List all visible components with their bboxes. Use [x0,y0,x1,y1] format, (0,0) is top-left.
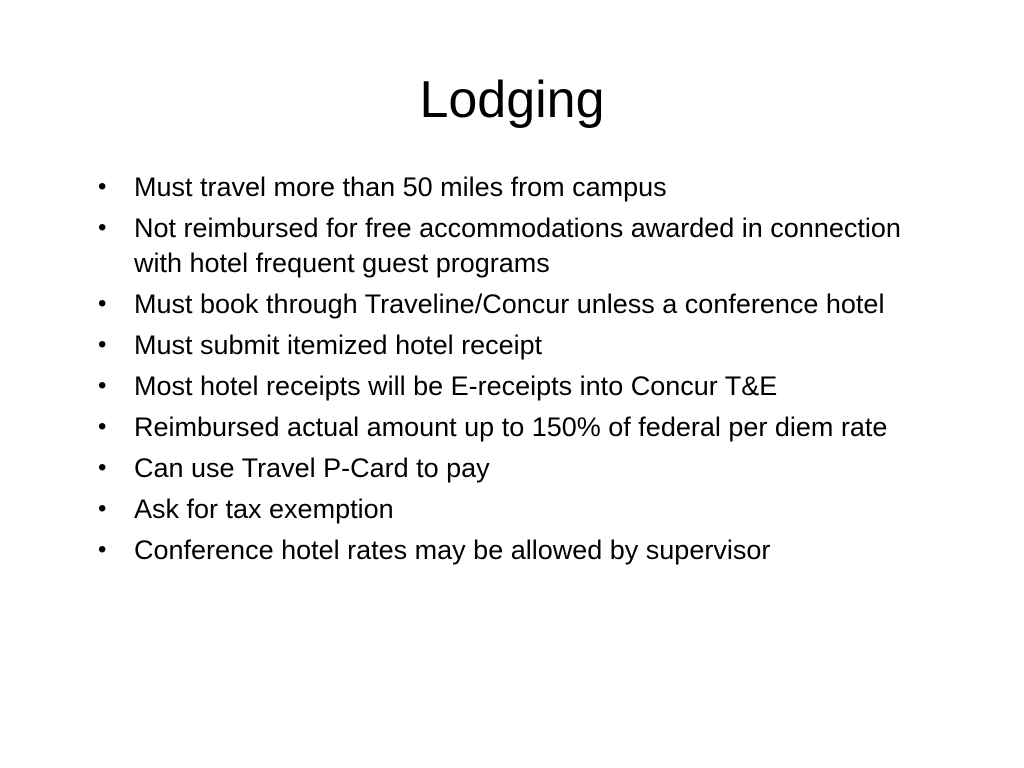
bullet-item [96,328,926,363]
bullet-text: Reimbursed actual amount up to 150% of federal per diem rate [134,412,888,442]
bullet-icon: • [98,372,107,399]
bullet-icon: • [98,173,107,200]
bullet-text: Not reimbursed for free accommodations awarded in connection with hotel frequent guest programs [134,213,901,278]
bullet-icon: • [98,413,107,440]
bullet-item [96,492,926,527]
bullet-icon: • [98,454,107,481]
bullet-text: Most hotel receipts will be E-receipts into Concur T&E [134,371,778,401]
bullet-item [96,170,926,205]
bullet-text: Can use Travel P-Card to pay [134,453,490,483]
bullet-item [96,369,926,404]
bullet-icon: • [98,495,107,522]
bullet-icon: • [98,331,107,358]
bullet-text: Must book through Traveline/Concur unless a conference hotel [134,289,885,319]
bullet-list [96,170,926,574]
bullet-item [96,533,926,568]
bullet-text: Conference hotel rates may be allowed by supervisor [134,535,771,565]
bullet-icon: • [98,290,107,317]
bullet-text: Must travel more than 50 miles from campus [134,172,667,202]
bullet-item [96,410,926,445]
bullet-item [96,211,926,281]
bullet-icon: • [98,214,107,241]
bullet-item [96,287,926,322]
bullet-text: Must submit itemized hotel receipt [134,330,543,360]
bullet-icon: • [98,536,107,563]
bullet-text: Ask for tax exemption [134,494,394,524]
bullet-item [96,451,926,486]
slide-title: Lodging [419,71,605,129]
